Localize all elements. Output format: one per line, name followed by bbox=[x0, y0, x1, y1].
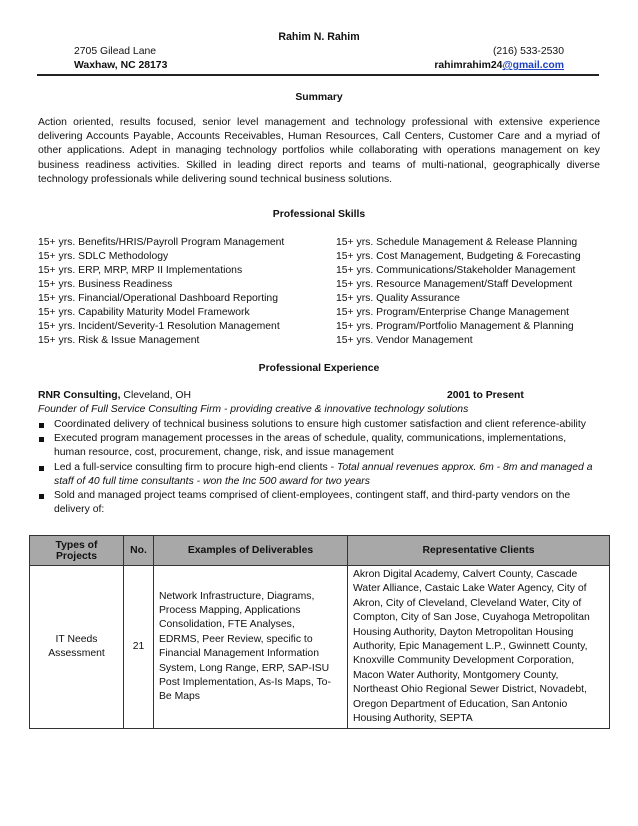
header-no: No. bbox=[124, 536, 154, 566]
company-location: Cleveland, OH bbox=[120, 390, 192, 401]
skills-left-column bbox=[38, 236, 284, 348]
table-row bbox=[30, 566, 610, 729]
header-examples-of-deliverables: Examples of Deliverables bbox=[154, 536, 348, 566]
skill-item: 15+ yrs. Quality Assurance bbox=[336, 293, 460, 304]
bullet-item bbox=[38, 489, 600, 517]
bullet-icon bbox=[39, 423, 44, 428]
skills-heading: Professional Skills bbox=[272, 209, 366, 220]
candidate-name: Rahim N. Rahim bbox=[278, 31, 360, 43]
bullet-item bbox=[38, 432, 600, 460]
cell-project-type: IT Needs Assessment bbox=[30, 566, 124, 729]
bullet-text: Led a full-service consulting firm to procure high-end clients - bbox=[54, 461, 337, 473]
bullet-text: Executed program management processes in the areas of schedule, quality, communications, implementations, human resource, cost, procurement, change, risk, and issue management bbox=[54, 433, 567, 459]
skill-item: 15+ yrs. Capability Maturity Model Framework bbox=[38, 307, 250, 318]
employment-years: 2001 to Present bbox=[447, 390, 524, 401]
bullet-italic-text: Total annual revenues approx. 6m - 8m and managed a staff of 40 full time consultants - won the Inc 500 award for two years bbox=[54, 461, 593, 487]
skill-item: 15+ yrs. Schedule Management & Release Planning bbox=[336, 237, 578, 248]
bullet-item bbox=[38, 418, 600, 432]
skill-item: 15+ yrs. Cost Management, Budgeting & Forecasting bbox=[336, 251, 581, 262]
header-representative-clients: Representative Clients bbox=[348, 536, 610, 566]
skill-item: 15+ yrs. Risk & Issue Management bbox=[38, 335, 200, 346]
skill-item: 15+ yrs. Program/Enterprise Change Management bbox=[336, 307, 570, 318]
email-domain-link[interactable]: @gmail.com bbox=[502, 60, 564, 71]
bullet-text: Sold and managed project teams comprised of client-employees, contingent staff, and third-party vendors on the delivery of: bbox=[54, 490, 571, 516]
address-line-1: 2705 Gilead Lane bbox=[74, 46, 157, 57]
company-name: RNR Consulting, bbox=[38, 390, 121, 401]
experience-heading: Professional Experience bbox=[258, 363, 380, 374]
skill-item: 15+ yrs. Business Readiness bbox=[38, 279, 173, 290]
cell-clients: Akron Digital Academy, Calvert County, Cascade Water Alliance, Castaic Lake Water Agency, City of Akron, City of Cleveland, Cleveland Water, City of Compton, City of San Jose, Cuyahoga Metropolitan Housing Authority, Dayton Metropolitan Housing Authority, Epic Management L.P., Gwinnett County, Knoxville Community Development Corporation, Macon Water Authority, Montgomery County, Northeast Ohio Regional Sewer District, Novadebt, Oregon Department of Education, San Antonio Housing Authority, SEPTA bbox=[348, 566, 610, 729]
bullet-icon bbox=[39, 437, 44, 442]
phone-number: (216) 533-2530 bbox=[492, 46, 564, 57]
header-types-of-projects: Types of Projects bbox=[30, 536, 124, 566]
table-header-row bbox=[30, 536, 610, 566]
summary-text: Action oriented, results focused, senior level management and technology professional with extensive experience delivering Accounts Payable, Accounts Receivables, Human Resources, Call Centers, Customer Care and a myriad of other applications. Adept in managing technology portfolios while collaborating with operations management on key business readiness activities. Skilled in leading direct reports and teams of multi-national, geographically diverse technology professionals while delivering sound technical business solutions. bbox=[38, 117, 600, 185]
skill-item: 15+ yrs. Vendor Management bbox=[336, 335, 473, 346]
role-tagline: Founder of Full Service Consulting Firm - providing creative & innovative technology solutions bbox=[38, 404, 469, 415]
skill-item: 15+ yrs. Benefits/HRIS/Payroll Program Management bbox=[38, 237, 285, 248]
bullet-item bbox=[38, 461, 600, 489]
experience-bullets bbox=[38, 418, 600, 517]
skill-item: 15+ yrs. SDLC Methodology bbox=[38, 251, 169, 262]
skill-item: 15+ yrs. ERP, MRP, MRP II Implementations bbox=[38, 265, 243, 276]
skill-item: 15+ yrs. Program/Portfolio Management & Planning bbox=[336, 321, 574, 332]
skill-item: 15+ yrs. Financial/Operational Dashboard Reporting bbox=[38, 293, 278, 304]
summary-heading: Summary bbox=[295, 92, 343, 103]
address-line-2: Waxhaw, NC 28173 bbox=[74, 60, 168, 71]
bullet-icon bbox=[39, 466, 44, 471]
bullet-text: Coordinated delivery of technical business solutions to ensure high customer satisfaction and client reference-ability bbox=[54, 419, 586, 430]
company-line bbox=[38, 390, 191, 401]
cell-deliverables: Network Infrastructure, Diagrams, Process Mapping, Applications Consolidation, FTE Analyses, EDRMS, Peer Review, specific to Financial Management Information System, Long Range, ERP, SAP-ISU Post Implementation, As-Is Maps, To-Be Maps bbox=[154, 566, 348, 729]
skill-item: 15+ yrs. Resource Management/Staff Development bbox=[336, 279, 573, 290]
cell-count: 21 bbox=[124, 566, 154, 729]
email-user: rahimrahim24 bbox=[434, 60, 503, 71]
skill-item: 15+ yrs. Communications/Stakeholder Management bbox=[336, 265, 576, 276]
header-divider bbox=[37, 74, 599, 76]
bullet-icon bbox=[39, 494, 44, 499]
projects-table bbox=[29, 535, 610, 729]
email-address[interactable] bbox=[434, 60, 564, 71]
skill-item: 15+ yrs. Incident/Severity-1 Resolution Management bbox=[38, 321, 280, 332]
skills-right-column bbox=[336, 236, 581, 348]
